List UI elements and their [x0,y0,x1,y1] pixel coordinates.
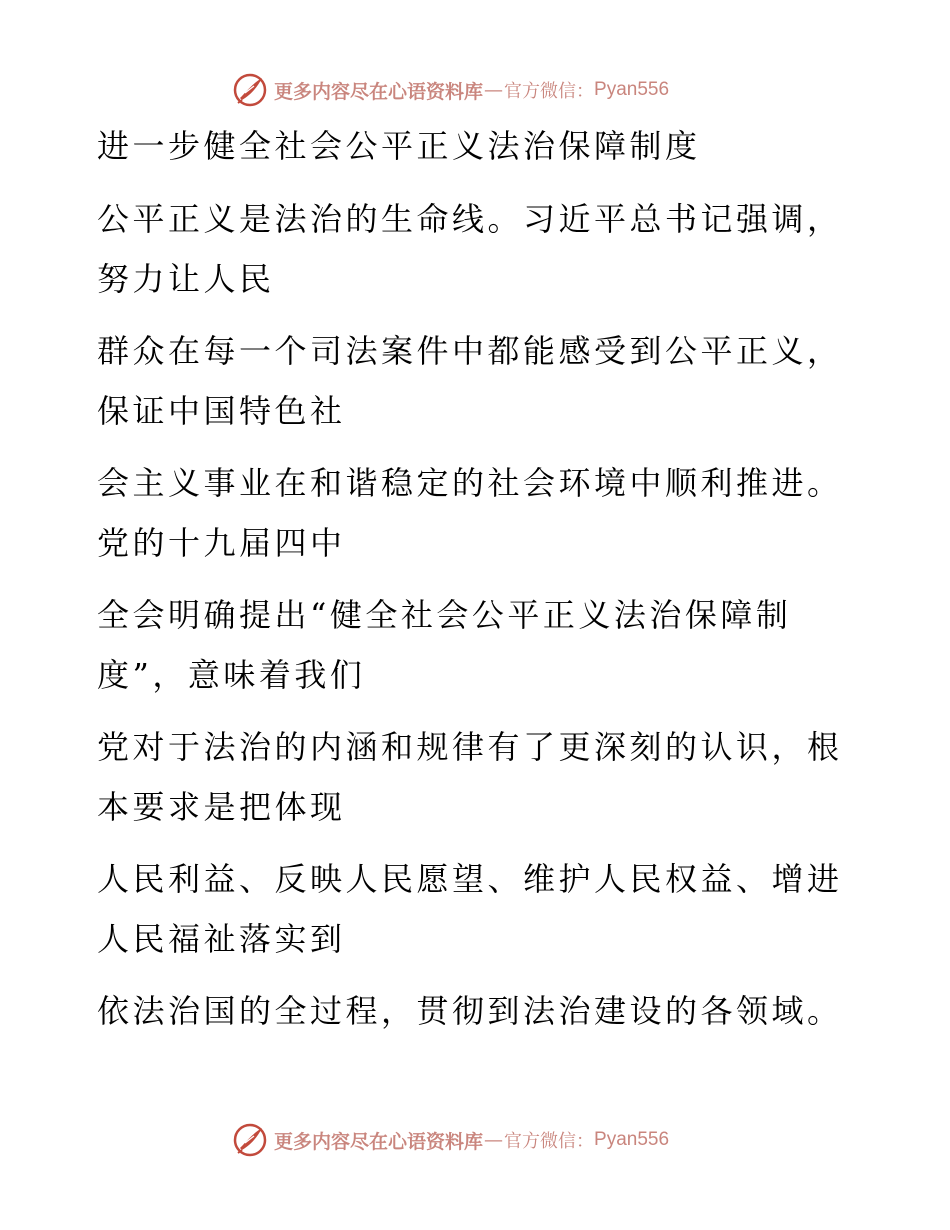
text-line: 度”，意味着我们 [97,656,366,694]
text-line: 本要求是把体现 [97,788,346,826]
heading: 进一步健全社会公平正义法治保障制度 [97,127,701,165]
text-line: 会主义事业在和谐稳定的社会环境中顺利推进。 [97,464,843,502]
header-watermark [232,70,669,110]
text-line: 党对于法治的内涵和规律有了更深刻的认识，根 [97,728,843,766]
text-line: 人民福祉落实到 [97,920,346,958]
footer-watermark [232,1120,669,1160]
watermark-contact-id: Pyan556 [594,79,670,100]
text-line: 全会明确提出“健全社会公平正义法治保障制 [97,596,792,634]
text-line: 公平正义是法治的生命线。习近平总书记强调， [97,200,843,238]
quill-pen-icon [232,72,268,108]
watermark-contact-label: 官方微信： [504,1131,595,1152]
text-line: 保证中国特色社 [97,392,346,430]
text-line: 党的十九届四中 [97,524,346,562]
text-line: 群众在每一个司法案件中都能感受到公平正义， [97,332,843,370]
watermark-dash: — [484,1129,504,1151]
watermark-dash: — [484,79,504,101]
text-line: 依法治国的全过程，贯彻到法治建设的各领域。 [97,992,843,1030]
quill-pen-icon [232,1122,268,1158]
text-line: 努力让人民 [97,260,275,298]
watermark-text: 更多内容尽在心语资料库 [274,1130,484,1153]
watermark-text: 更多内容尽在心语资料库 [274,80,484,103]
watermark-contact-id: Pyan556 [594,1129,670,1150]
text-line: 人民利益、反映人民愿望、维护人民权益、增进 [97,860,843,898]
watermark-contact-label: 官方微信： [504,81,595,102]
